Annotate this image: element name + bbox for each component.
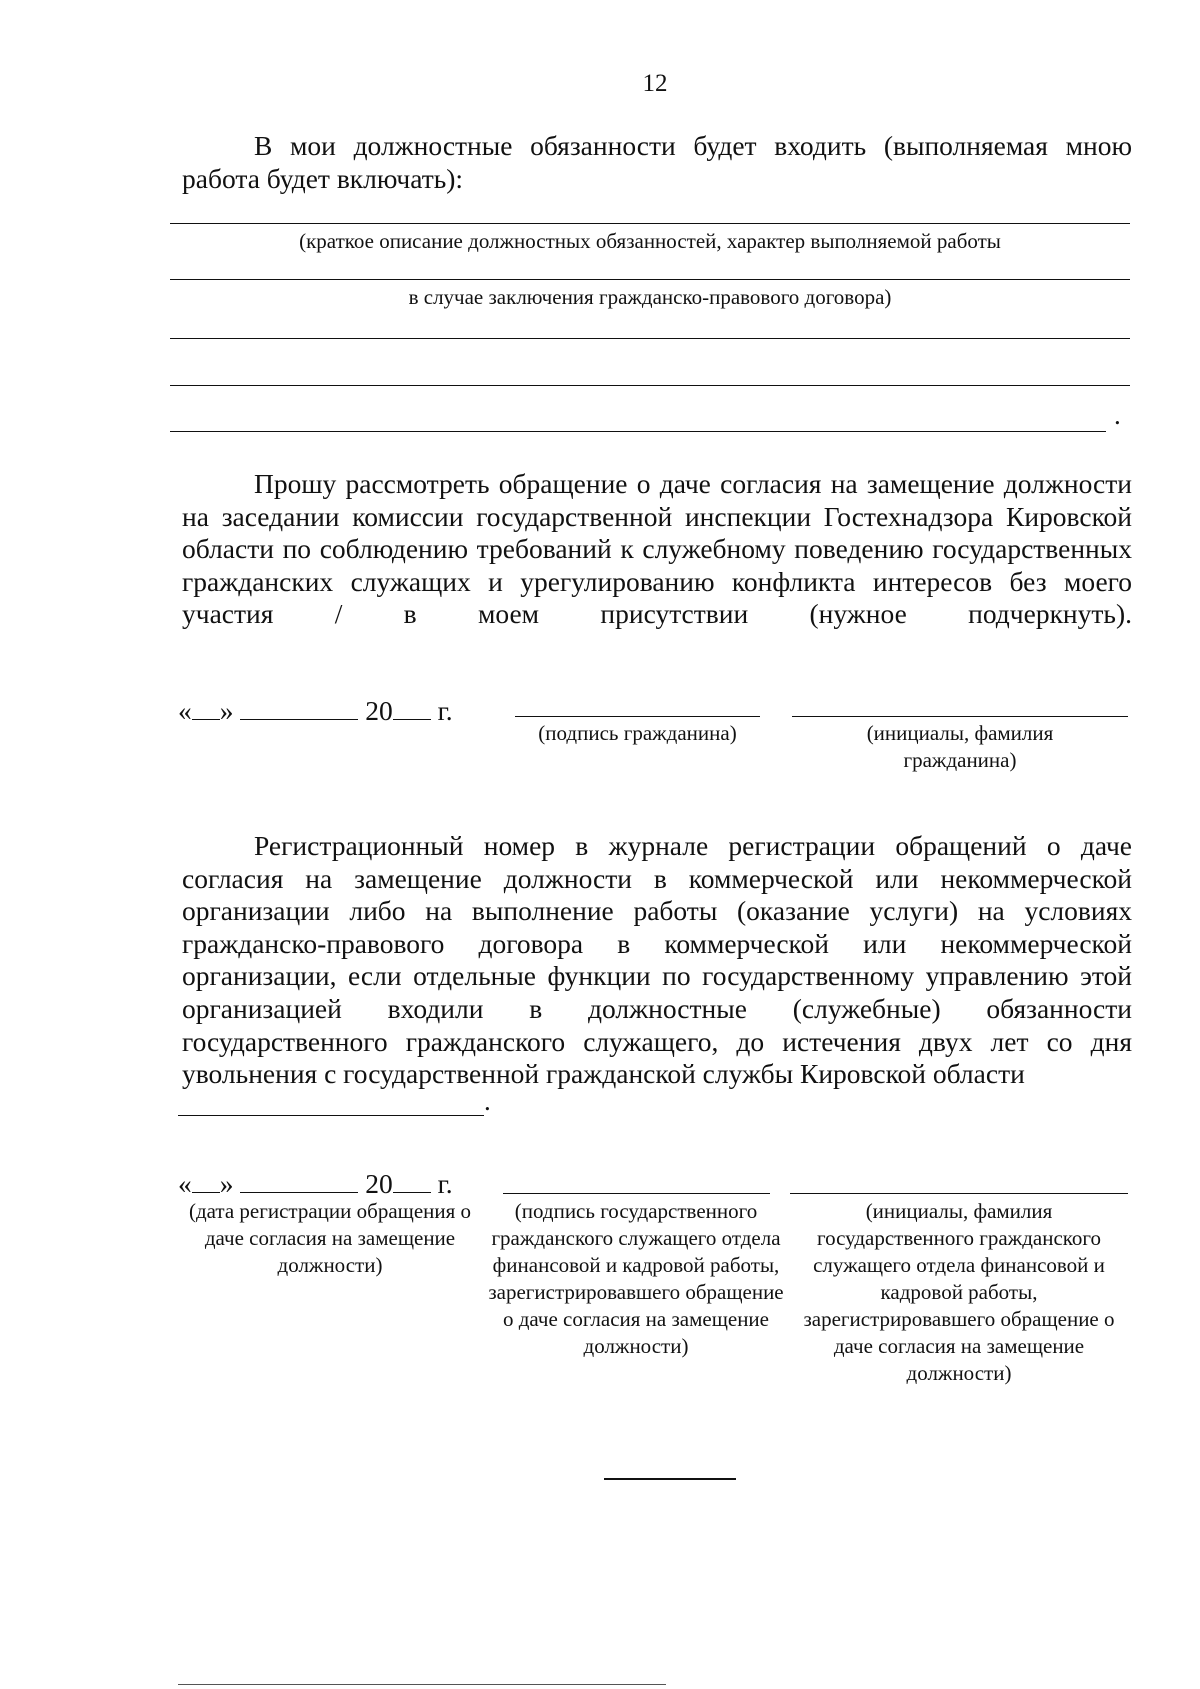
registration-date-close: » — [219, 1168, 234, 1199]
request-date-close: » — [219, 695, 234, 726]
request-signature-line — [515, 716, 760, 717]
duties-blank-line-2 — [170, 279, 1130, 280]
duties-intro — [182, 130, 1132, 195]
request-year-blank — [393, 697, 431, 720]
request-paragraph — [182, 468, 1132, 631]
registration-text: Регистрационный номер в журнале регистрации обращений о даче согласия на замещение должности в коммерческой или некоммерческой организации либо на выполнение работы (оказание услуги) на условиях гражданско-правового договора в коммерческой или некоммерческой организации, если отдельные функции по государственному управлению этой организацией входили в должностные (служебные) обязанности государственного гражданского служащего, до истечения двух лет со дня увольнения с государственной гражданской службы Кировской области — [182, 830, 1132, 1090]
request-date-open: « — [178, 695, 192, 726]
request-day-blank — [192, 697, 220, 720]
duties-intro-text: В мои должностные обязанности будет входить (выполняемая мною работа будет включать): — [182, 130, 1132, 194]
registration-name-caption: (инициалы, фамилия государственного гражданского служащего отдела финансовой и кадровой работы, зарегистрировавшего обращение о даче согласия на замещение должности) — [803, 1199, 1115, 1385]
duties-blank-line-4 — [170, 385, 1130, 386]
registration-date-caption: (дата регистрации обращения о даче согласия на замещение должности) — [188, 1199, 472, 1277]
request-name-line — [792, 716, 1128, 717]
registration-number-line — [178, 1115, 484, 1116]
registration-signature-caption: (подпись государственного гражданского служащего отдела финансовой и кадровой работы, зарегистрировавшего обращение о даче согласия на замещение должности) — [488, 1199, 784, 1358]
request-year-prefix: 20 — [365, 695, 393, 726]
duties-blank-line-1 — [170, 223, 1130, 224]
duties-caption-2: в случае заключения гражданско-правового договора) — [408, 285, 892, 309]
request-year-suffix: г. — [437, 695, 453, 726]
duties-blank-line-5 — [170, 431, 1106, 432]
request-text: Прошу рассмотреть обращение о даче согласия на замещение должности на заседании комиссии государственной инспекции Гостехнадзора Кировской области по соблюдению требований к служебному поведению государственных гражданских служащих и урегулированию конфликта интересов без моего участия / в моем присутствии (нужное подчеркнуть). — [182, 468, 1132, 630]
page-number: 12 — [642, 70, 668, 97]
request-date-field — [178, 695, 453, 727]
registration-end-mark: . — [484, 1086, 491, 1116]
registration-date-field — [178, 1168, 453, 1200]
request-name-caption: (инициалы, фамилия гражданина) — [866, 721, 1054, 772]
registration-year-suffix: г. — [437, 1168, 453, 1199]
request-month-blank — [240, 697, 358, 720]
duties-end-mark: . — [1114, 400, 1121, 430]
request-signature-caption: (подпись гражданина) — [538, 721, 737, 745]
registration-month-blank — [240, 1170, 358, 1193]
registration-day-blank — [192, 1170, 220, 1193]
registration-date-open: « — [178, 1168, 192, 1199]
registration-name-line — [790, 1193, 1128, 1194]
bottom-edge-line — [178, 1684, 666, 1685]
registration-year-prefix: 20 — [365, 1168, 393, 1199]
registration-paragraph — [182, 830, 1132, 1091]
closing-rule — [604, 1478, 736, 1480]
registration-signature-line — [503, 1193, 770, 1194]
duties-blank-line-3 — [170, 338, 1130, 339]
registration-year-blank — [393, 1170, 431, 1193]
duties-caption-1: (краткое описание должностных обязанностей, характер выполняемой работы — [299, 229, 1001, 253]
